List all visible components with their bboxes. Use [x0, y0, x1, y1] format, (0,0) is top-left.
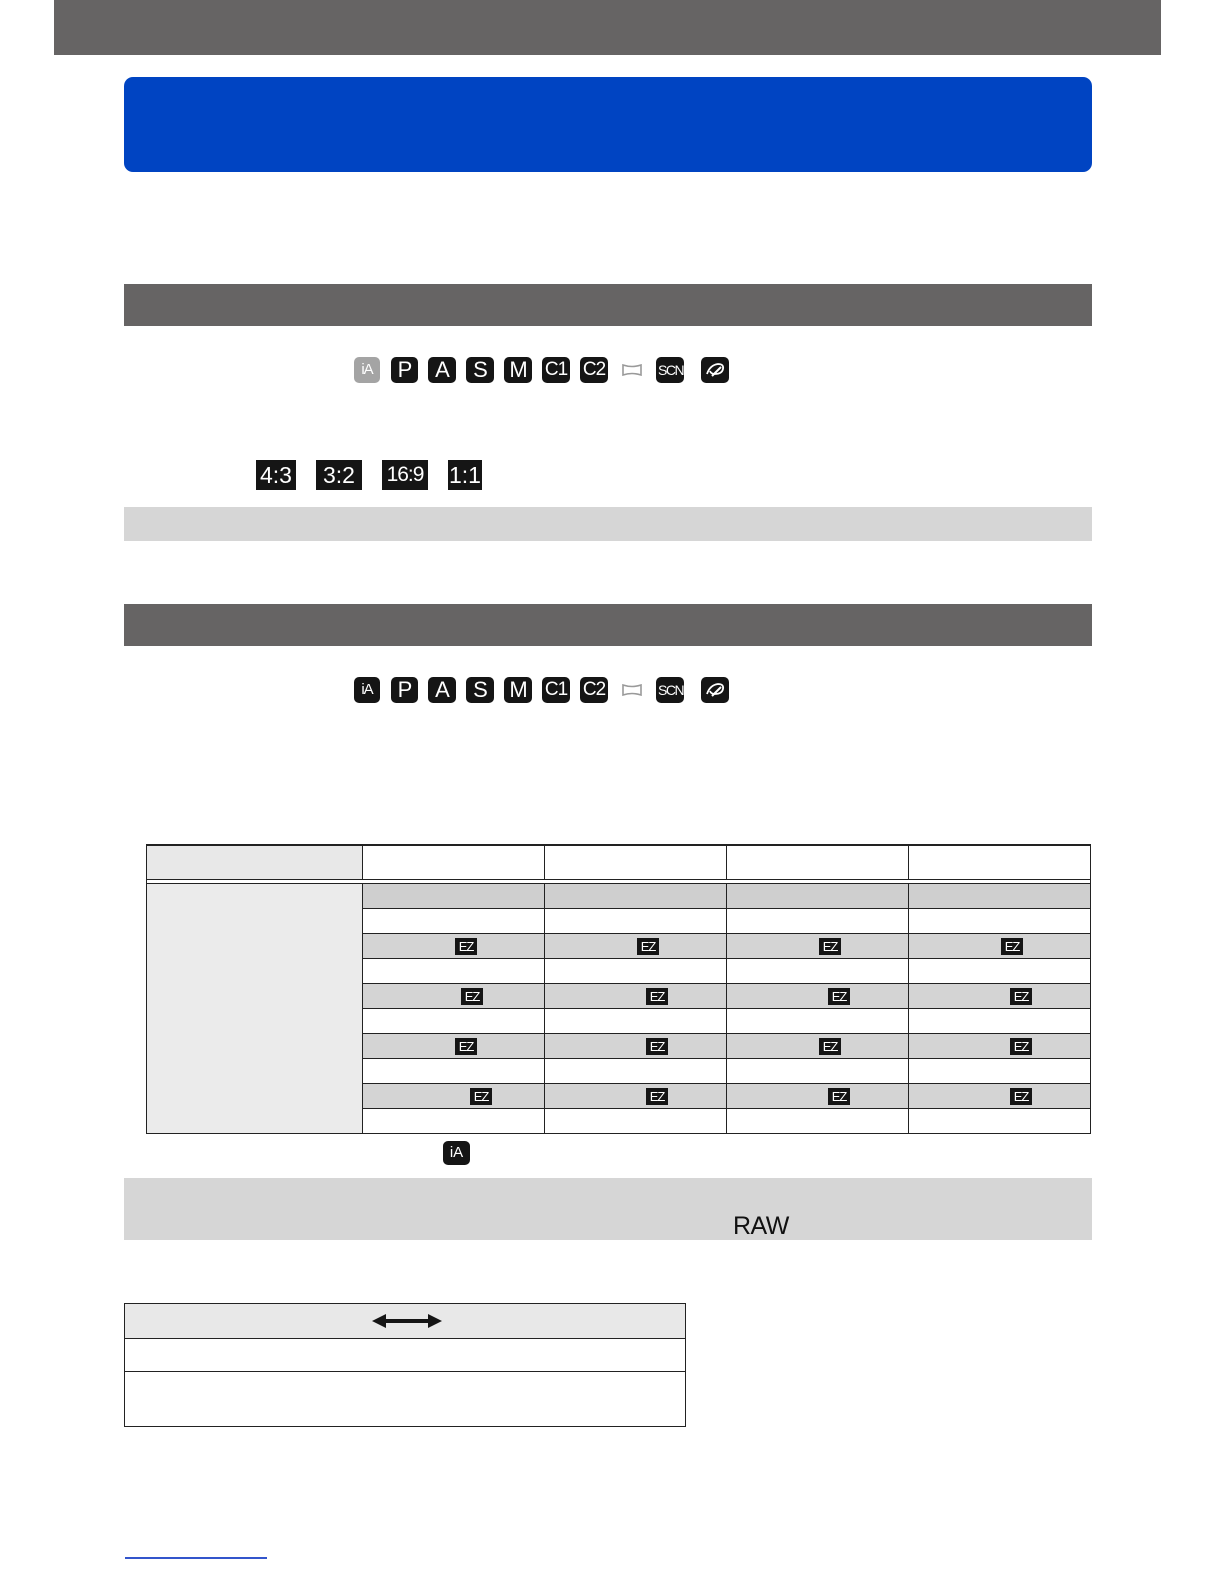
custom1-icon: C1 — [542, 357, 570, 383]
aspect-4-3-icon: 4:3 — [256, 460, 296, 490]
creative-control-icon — [701, 357, 729, 383]
section-header-picture-size — [124, 604, 1092, 646]
custom2-icon: C2 — [580, 677, 608, 703]
table-header-row — [147, 845, 1091, 880]
extended-zoom-icon: EZ — [1010, 1088, 1032, 1105]
raw-format-label: RAW — [733, 1212, 789, 1240]
extended-zoom-icon: EZ — [470, 1088, 492, 1105]
table-row — [147, 884, 1091, 909]
aspect-16-9-icon: 16:9 — [382, 460, 428, 490]
comparison-box-header — [125, 1304, 685, 1339]
extended-zoom-icon: EZ — [1001, 938, 1023, 955]
extended-zoom-icon: EZ — [819, 1038, 841, 1055]
extended-zoom-icon: EZ — [455, 938, 477, 955]
extended-zoom-icon: EZ — [1010, 988, 1032, 1005]
creative-control-icon — [701, 677, 729, 703]
custom1-icon: C1 — [542, 677, 570, 703]
scene-mode-icon: SCN — [656, 357, 684, 383]
table-header-cell — [363, 845, 545, 880]
aspect-3-2-icon: 3:2 — [316, 460, 362, 490]
panorama-icon — [622, 684, 642, 696]
extended-zoom-icon: EZ — [828, 988, 850, 1005]
aspect-ratio-options — [256, 460, 486, 490]
mode-icons-row-1 — [354, 357, 734, 383]
table-header-cell — [545, 845, 727, 880]
extended-zoom-icon: EZ — [461, 988, 483, 1005]
panorama-icon — [622, 364, 642, 376]
note-bar-1 — [124, 507, 1092, 541]
mode-icons-row-2 — [354, 677, 734, 703]
table-header-cell — [909, 845, 1091, 880]
table-header-cell — [147, 845, 363, 880]
intelligent-auto-icon: iA — [354, 677, 380, 703]
aperture-priority-icon: A — [428, 677, 456, 703]
double-arrow-icon — [372, 1313, 442, 1329]
footer-link-underline — [125, 1557, 267, 1559]
comparison-box-row — [125, 1372, 685, 1427]
extended-zoom-icon: EZ — [819, 938, 841, 955]
extended-zoom-icon: EZ — [828, 1088, 850, 1105]
extended-zoom-icon: EZ — [637, 938, 659, 955]
manual-mode-icon: M — [504, 677, 532, 703]
section-header-aspect-ratio — [124, 284, 1092, 326]
extended-zoom-icon: EZ — [646, 1038, 668, 1055]
picture-size-table — [146, 844, 1091, 1134]
program-mode-icon: P — [391, 357, 418, 383]
intelligent-auto-icon: iA — [443, 1141, 470, 1165]
note-bar-2 — [124, 1178, 1092, 1240]
extended-zoom-icon: EZ — [1010, 1038, 1032, 1055]
extended-zoom-icon: EZ — [646, 1088, 668, 1105]
aperture-priority-icon: A — [428, 357, 456, 383]
shutter-priority-icon: S — [466, 357, 494, 383]
table-row-header — [147, 884, 363, 1134]
comparison-box-row — [125, 1338, 685, 1372]
shutter-priority-icon: S — [466, 677, 494, 703]
custom2-icon: C2 — [580, 357, 608, 383]
program-mode-icon: P — [391, 677, 418, 703]
extended-zoom-icon: EZ — [455, 1038, 477, 1055]
table-header-cell — [727, 845, 909, 880]
aspect-1-1-icon: 1:1 — [449, 462, 481, 488]
page-title-banner — [124, 77, 1092, 172]
top-header-bar — [54, 0, 1161, 55]
manual-mode-icon: M — [504, 357, 532, 383]
intelligent-auto-icon: iA — [354, 357, 380, 383]
scene-mode-icon: SCN — [656, 677, 684, 703]
extended-zoom-icon: EZ — [646, 988, 668, 1005]
comparison-box — [124, 1303, 686, 1427]
